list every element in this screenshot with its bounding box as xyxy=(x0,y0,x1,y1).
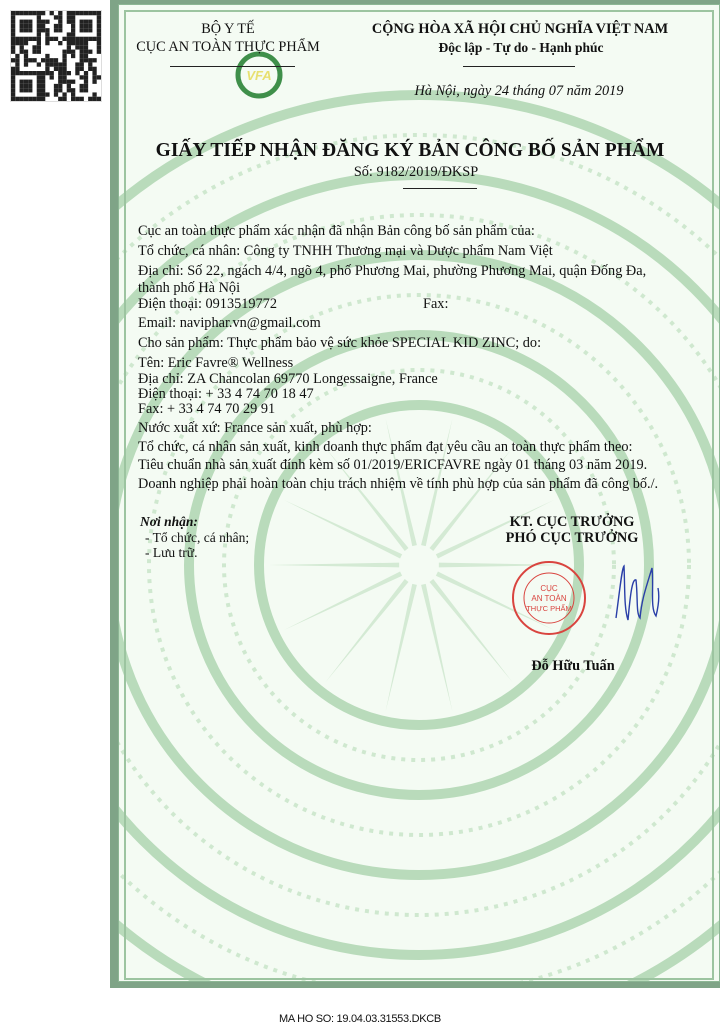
svg-text:VFA: VFA xyxy=(246,68,272,83)
maker-name: Tên: Eric Favre® Wellness xyxy=(138,355,294,371)
svg-text:AN TOÀN: AN TOÀN xyxy=(531,594,567,603)
dossier-code: MA HO SO: 19.04.03.31553.DKCB xyxy=(279,1013,441,1025)
fax-line: Fax: xyxy=(423,296,449,312)
recipients-title: Nơi nhận: xyxy=(140,514,198,529)
svg-text:THỰC PHẨM: THỰC PHẨM xyxy=(526,604,572,613)
national-motto: Độc lập - Tự do - Hạnh phúc xyxy=(438,40,604,55)
standard-line-2: Tiêu chuẩn nhà sản xuất đính kèm số 01/2019/ERICFAVRE ngày 01 tháng 03 năm 2019. xyxy=(138,457,648,473)
handwritten-signature xyxy=(612,558,662,630)
intro-line: Cục an toàn thực phẩm xác nhận đã nhận Bản công bố sản phẩm của: xyxy=(138,223,535,239)
qr-code xyxy=(10,10,102,102)
signatory-title: KT. CỤC TRƯỞNG xyxy=(509,514,635,530)
maker-address: Địa chỉ: ZA Chancolan 69770 Longessaigne, France xyxy=(138,371,438,387)
signatory-name: Đỗ Hữu Tuấn xyxy=(531,658,615,674)
divider xyxy=(403,188,477,189)
ministry-name: BỘ Y TẾ xyxy=(201,21,255,37)
document-number: Số: 9182/2019/ĐKSP xyxy=(353,164,479,180)
recipient-item: - Tổ chức, cá nhân; xyxy=(145,530,250,545)
maker-fax: Fax: + 33 4 74 70 29 91 xyxy=(138,401,276,417)
address-line-2: thành phố Hà Nội xyxy=(138,280,241,296)
recipient-item: - Lưu trữ. xyxy=(145,545,198,560)
responsibility-line: Doanh nghiệp phải hoàn toàn chịu trách nhiệm về tính phù hợp của sản phẩm đã công bố./. xyxy=(138,476,659,492)
product-line: Cho sản phẩm: Thực phẩm bảo vệ sức khỏe SPECIAL KID ZINC; do: xyxy=(138,335,542,351)
date-line: Hà Nội, ngày 24 tháng 07 năm 2019 xyxy=(414,83,624,99)
official-seal-stamp xyxy=(511,560,587,636)
maker-phone: Điện thoại: + 33 4 74 70 18 47 xyxy=(138,386,314,402)
agency-name: CỤC AN TOÀN THỰC PHẨM xyxy=(136,39,320,55)
email-line: Email: naviphar.vn@gmail.com xyxy=(138,315,321,331)
document-title: GIẤY TIẾP NHẬN ĐĂNG KÝ BẢN CÔNG BỐ SẢN PHẨM xyxy=(155,140,665,161)
national-title: CỘNG HÒA XÃ HỘI CHỦ NGHĨA VIỆT NAM xyxy=(371,21,669,37)
origin-line: Nước xuất xứ: France sản xuất, phù hợp: xyxy=(138,420,372,436)
organization-line: Tổ chức, cá nhân: Công ty TNHH Thương mại và Dược phẩm Nam Việt xyxy=(138,243,553,259)
svg-text:CỤC: CỤC xyxy=(540,584,558,593)
address-line: Địa chỉ: Số 22, ngách 4/4, ngõ 4, phố Phương Mai, phường Phương Mai, quận Đống Đa, xyxy=(138,263,647,279)
divider xyxy=(170,66,295,67)
standard-line-1: Tổ chức, cá nhân sản xuất, kinh doanh thực phẩm đạt yêu cầu an toàn thực phẩm theo: xyxy=(138,439,633,455)
phone-line: Điện thoại: 0913519772 xyxy=(138,296,277,312)
divider xyxy=(463,66,575,67)
signatory-position: PHÓ CỤC TRƯỞNG xyxy=(505,530,639,546)
vfa-logo xyxy=(233,51,285,99)
